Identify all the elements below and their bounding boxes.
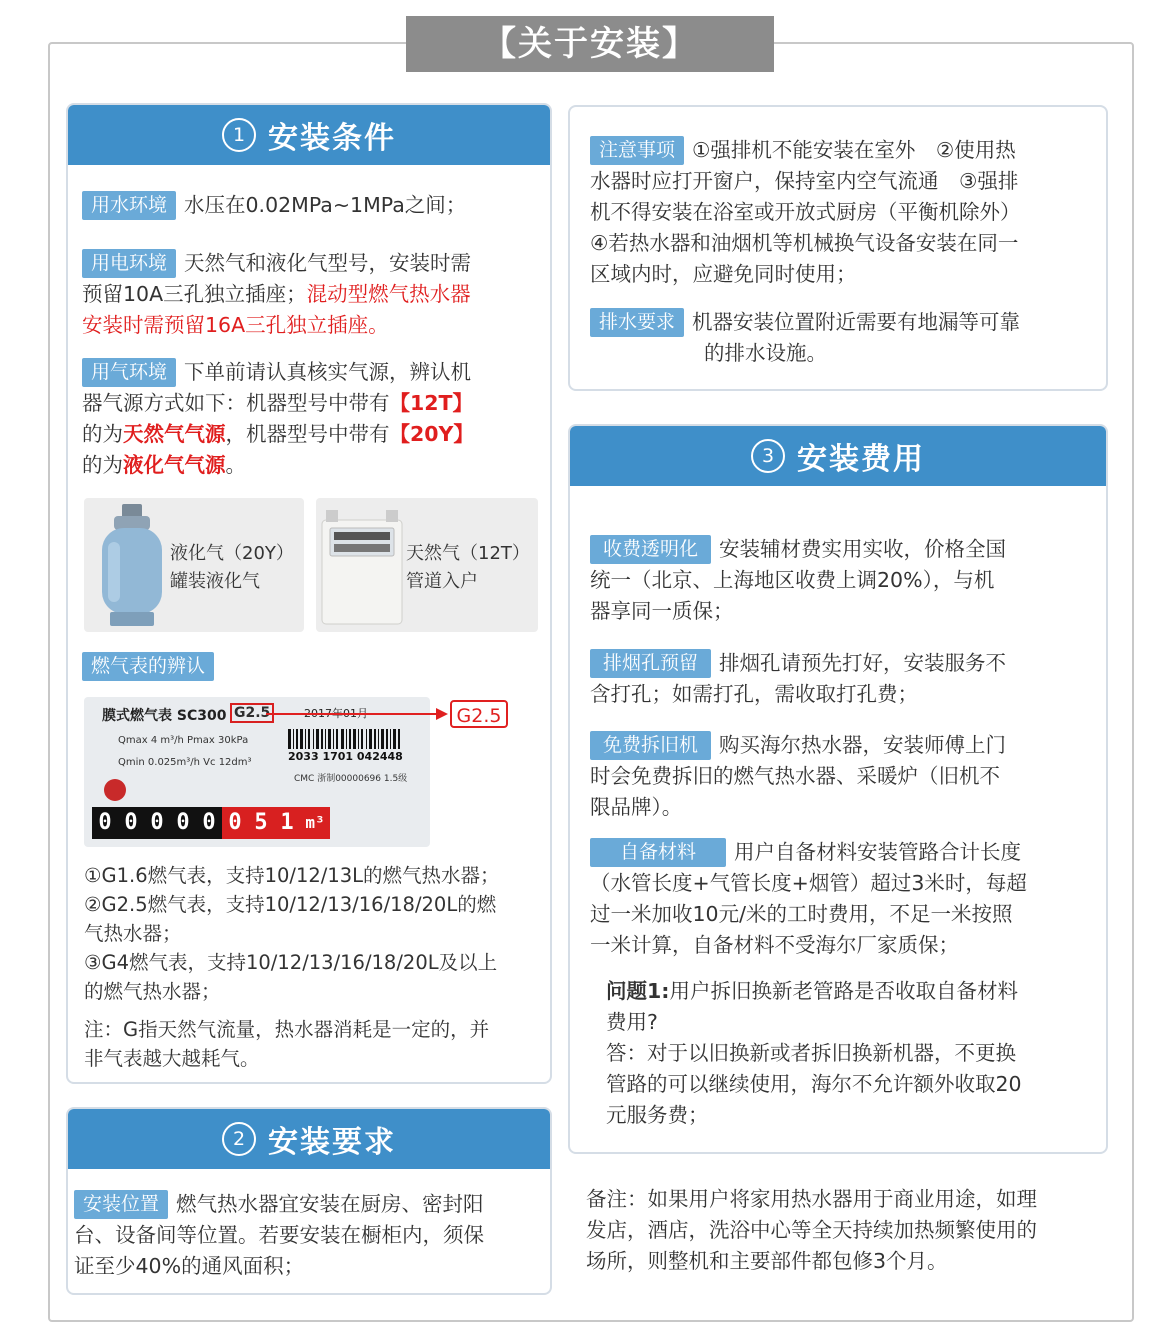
water-text: 水压在0.02MPa~1MPa之间； — [184, 193, 467, 217]
lpg-label2: 罐装液化气 — [170, 571, 260, 592]
tag-transparent: 收费透明化 — [590, 535, 711, 564]
counter-digit-red: 0 — [222, 807, 248, 839]
section-number: 1 — [222, 118, 256, 152]
meter-tag-row — [82, 651, 222, 682]
note-line: ②G2.5燃气表，支持10/12/13/16/18/20L的燃 — [84, 893, 497, 916]
removal-l2: 时会免费拆旧的燃气热水器、采暖炉（旧机不 — [590, 764, 1000, 788]
transparent-l2: 统一（北京、上海地区收费上调20%），与机 — [590, 568, 995, 592]
req-l3: 证至少40%的通风面积； — [74, 1254, 305, 1278]
fee-flue — [590, 648, 1100, 710]
tag-gas: 用气环境 — [82, 358, 176, 387]
water-env — [82, 190, 542, 221]
notices-card — [568, 105, 1108, 391]
section-number: 2 — [222, 1122, 256, 1156]
tag-notices: 注意事项 — [590, 136, 684, 165]
section-header — [68, 105, 550, 165]
gas-l1: 下单前请认真核实气源，辨认机 — [184, 360, 472, 384]
note-line: 的燃气热水器； — [84, 980, 221, 1003]
tag-drain: 排水要求 — [590, 308, 684, 337]
own-l4: 一米计算，自备材料不受海尔厂家质保； — [590, 933, 959, 957]
counter-digit: 0 — [144, 807, 170, 839]
remark — [586, 1184, 1106, 1277]
power-text1: 天然气和液化气型号，安装时需 — [184, 251, 472, 275]
section-title: 安装条件 — [268, 121, 396, 156]
removal-l1: 购买海尔热水器，安装师傅上门 — [719, 733, 1007, 757]
notice-l2: 水器时应打开窗户，保持室内空气流通 ③强排 — [590, 169, 1019, 193]
own-l3: 过一米加收10元/米的工时费用，不足一米按照 — [590, 902, 1013, 926]
req-l1: 燃气热水器宜安装在厨房、密封阳 — [176, 1192, 484, 1216]
meter-counter — [92, 807, 330, 839]
gas-l3d: 【20Y】 — [389, 422, 474, 446]
flue-l2: 含打孔；如需打孔，需收取打孔费； — [590, 682, 918, 706]
install-requirements-card — [66, 1107, 552, 1295]
g25-callout: G2.5 — [450, 700, 508, 728]
meter-notes — [84, 861, 554, 1006]
section-number: 3 — [751, 439, 785, 473]
counter-digit: 0 — [118, 807, 144, 839]
section-header — [570, 426, 1106, 486]
fee-question — [606, 976, 1100, 1131]
gas-l2b: 【12T】 — [389, 391, 474, 415]
gas-l4b: 液化气气源 — [123, 453, 226, 477]
fee-transparent — [590, 534, 1100, 627]
meter-qmax: Qmax 4 m³/h Pmax 30kPa — [118, 735, 249, 746]
gas-l4c: 。 — [225, 453, 246, 477]
removal-l3: 限品牌）。 — [590, 795, 683, 819]
power-env — [82, 248, 547, 341]
tag-removal: 免费拆旧机 — [590, 731, 711, 760]
lpg-label1: 液化气（20Y） — [170, 543, 294, 564]
ng-card — [316, 498, 538, 632]
gas-env — [82, 357, 547, 481]
own-l2: （水管长度+气管长度+烟管）超过3米时，每超 — [590, 871, 1027, 895]
meter-logo-icon — [104, 779, 126, 801]
meter-qmin: Qmin 0.025m³/h Vc 12dm³ — [118, 757, 252, 768]
tag-flue: 排烟孔预留 — [590, 649, 711, 678]
fee-removal — [590, 730, 1100, 823]
drain-text — [590, 307, 1100, 369]
remark-l2: 发店，酒店，洗浴中心等全天持续加热频繁使用的 — [586, 1218, 1037, 1242]
meter-cert: CMC 浙制00000696 1.5级 — [294, 774, 408, 784]
tag-power: 用电环境 — [82, 249, 176, 278]
answer-l3: 元服务费； — [606, 1103, 709, 1127]
req-l2: 台、设备间等位置。若要安装在橱柜内，须保 — [74, 1223, 484, 1247]
ng-label1: 天然气（12T） — [406, 543, 530, 564]
ng-label2: 管道入户 — [406, 571, 478, 592]
counter-digit: 0 — [170, 807, 196, 839]
footnote-line2: 非气表越大越耗气。 — [84, 1047, 260, 1070]
section-title: 安装费用 — [797, 442, 925, 477]
remark-l1: 备注：如果用户将家用热水器用于商业用途，如理 — [586, 1187, 1037, 1211]
tag-location: 安装位置 — [74, 1190, 168, 1219]
gas-l4a: 的为 — [82, 453, 123, 477]
gas-cylinder-icon — [92, 502, 172, 632]
gas-l3c: ，机器型号中带有 — [225, 422, 390, 446]
meter-date: 2017年01月 — [304, 707, 368, 720]
notice-l5: 区域内时，应避免同时使用； — [590, 262, 857, 286]
install-fees-card — [568, 424, 1108, 1154]
meter-brand: 膜式燃气表 SC300 — [102, 708, 227, 724]
gas-l3a: 的为 — [82, 422, 123, 446]
counter-digit: 0 — [196, 807, 222, 839]
question-l2: 费用? — [606, 1010, 658, 1034]
fee-own-material — [590, 837, 1100, 961]
note-line: 气热水器； — [84, 922, 182, 945]
counter-unit: m³ — [300, 807, 330, 839]
question-label: 问题1: — [606, 979, 670, 1003]
transparent-l3: 器享同一质保； — [590, 599, 734, 623]
tag-meter: 燃气表的辨认 — [82, 652, 214, 681]
gas-l3b: 天然气气源 — [123, 422, 226, 446]
counter-digit-red: 1 — [274, 807, 300, 839]
question-l1: 用户拆旧换新老管路是否收取自备材料 — [669, 979, 1018, 1003]
power-red1: 混动型燃气热水器 — [306, 282, 471, 306]
tag-water: 用水环境 — [82, 191, 176, 220]
gas-meter-icon — [320, 506, 404, 626]
footnote-line1: 注：G指天然气流量，热水器消耗是一定的，并 — [84, 1018, 490, 1041]
own-l1: 用户自备材料安装管路合计长度 — [734, 840, 1022, 864]
note-line: ③G4燃气表，支持10/12/13/16/18/20L及以上 — [84, 951, 498, 974]
counter-digit-red: 5 — [248, 807, 274, 839]
counter-digit: 0 — [92, 807, 118, 839]
remark-l3: 场所，则整机和主要部件都包修3个月。 — [586, 1249, 948, 1273]
tag-own-material: 自备材料 — [590, 838, 726, 867]
gas-l2a: 器气源方式如下：机器型号中带有 — [82, 391, 390, 415]
power-red2: 安装时需预留16A三孔独立插座。 — [82, 313, 389, 337]
drain-l1: 机器安装位置附近需要有地漏等可靠 — [692, 310, 1021, 334]
lpg-card — [84, 498, 304, 632]
flue-l1: 排烟孔请预先打好，安装服务不 — [719, 651, 1007, 675]
meter-model: G2.5 — [230, 703, 274, 723]
transparent-l1: 安装辅材费实用实收，价格全国 — [719, 537, 1007, 561]
notice-l1: ①强排机不能安装在室外 ②使用热 — [692, 138, 1016, 162]
meter-serial: 2033 1701 042448 — [288, 750, 403, 763]
drain-l2: 的排水设施。 — [704, 341, 827, 365]
power-text2: 预留10A三孔独立插座； — [82, 282, 307, 306]
install-location — [74, 1189, 550, 1282]
callout-arrow-icon — [266, 704, 466, 724]
notice-l3: 机不得安装在浴室或开放式厨房（平衡机除外） — [590, 200, 1021, 224]
answer-l1: 答：对于以旧换新或者拆旧换新机器，不更换 — [606, 1041, 1016, 1065]
page-title: 【关于安装】 — [406, 16, 774, 72]
notice-l4: ④若热水器和油烟机等机械换气设备安装在同一 — [590, 231, 1019, 255]
barcode-icon — [288, 729, 404, 749]
note-line: ①G1.6燃气表，支持10/12/13L的燃气热水器； — [84, 864, 500, 887]
meter-footnote — [84, 1015, 554, 1073]
answer-l2: 管路的可以继续使用，海尔不允许额外收取20 — [606, 1072, 1022, 1096]
notices-text — [590, 135, 1100, 290]
section-header — [68, 1109, 550, 1169]
section-title: 安装要求 — [268, 1125, 396, 1160]
